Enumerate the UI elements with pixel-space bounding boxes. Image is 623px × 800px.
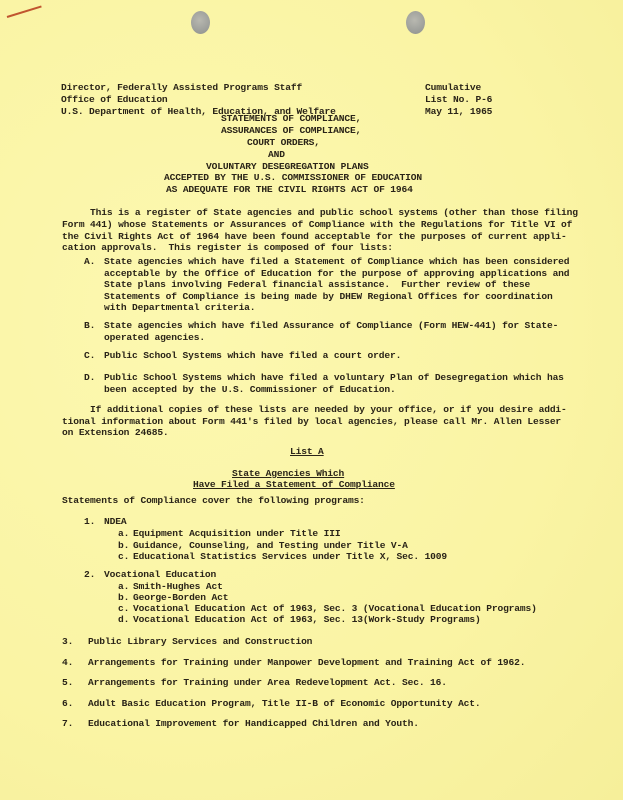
list-line: acceptable by the Office of Education for the purpose of approving applications and [104, 268, 570, 279]
pencil-mark [7, 6, 42, 18]
program-number: 4. [62, 657, 74, 668]
title-line: AND [268, 149, 285, 160]
title-line: AS ADEQUATE FOR THE CIVIL RIGHTS ACT OF 1964 [166, 184, 413, 195]
list-letter: C. [84, 350, 96, 361]
list-line: been accepted by the U.S. Commissioner of Education. [104, 384, 396, 395]
paragraph-line: the Civil Rights Act of 1964 have been found acceptable for the purposes of current appli- [62, 231, 567, 242]
subprogram-label: Equipment Acquisition under Title III [133, 528, 341, 539]
subprogram-letter: b. [118, 540, 130, 551]
program-label: Vocational Education [104, 569, 217, 580]
subprogram-letter: c. [118, 603, 130, 614]
program-number: 3. [62, 636, 74, 647]
subprogram-label: George-Borden Act [133, 592, 229, 603]
list-letter: B. [84, 320, 96, 331]
list-type: Cumulative [425, 82, 482, 93]
title-line: COURT ORDERS, [247, 137, 320, 148]
subprogram-label: Smith-Hughes Act [133, 581, 223, 592]
subprogram-letter: d. [118, 614, 130, 625]
title-line: ACCEPTED BY THE U.S. COMMISSIONER OF EDUCATION [164, 172, 422, 183]
subprogram-label: Educational Statistics Services under Title X, Sec. 1009 [133, 551, 448, 562]
title-line: VOLUNTARY DESEGREGATION PLANS [206, 161, 369, 172]
list-line: Public School Systems which have filed a court order. [104, 350, 402, 361]
program-label: Arrangements for Training under Area Redevelopment Act. Sec. 16. [88, 677, 447, 688]
list-line: State plans involving Federal financial assistance. Further review of these [104, 279, 531, 290]
program-label: Arrangements for Training under Manpower Development and Training Act of 1962. [88, 657, 526, 668]
list-line: State agencies which have filed Assurance of Compliance (Form HEW-441) for State- [104, 320, 559, 331]
paragraph-line: tional information about Form 441's filed by local agencies, please call Mr. Allen Lesser [62, 416, 562, 427]
office-line: Office of Education [61, 94, 168, 105]
program-number: 7. [62, 718, 74, 729]
punch-hole-right [406, 11, 425, 34]
list-line: Statements of Compliance is being made by DHEW Regional Offices for coordination [104, 291, 553, 302]
office-line: U.S. Department of Health, Education, and Welfare [61, 106, 336, 117]
title-line: STATEMENTS OF COMPLIANCE, [221, 113, 362, 124]
program-label: Adult Basic Education Program, Title II-B of Economic Opportunity Act. [88, 698, 481, 709]
program-number: 2. [84, 569, 96, 580]
paragraph-line: This is a register of State agencies and public school systems (other than those filing [62, 207, 578, 218]
program-label: Educational Improvement for Handicapped Children and Youth. [88, 718, 419, 729]
list-date: May 11, 1965 [425, 106, 493, 117]
program-label: Public Library Services and Construction [88, 636, 313, 647]
paragraph-line: If additional copies of these lists are needed by your office, or if you desire addi- [62, 404, 567, 415]
punch-hole-left [191, 11, 210, 34]
list-line: Public School Systems which have filed a voluntary Plan of Desegregation which has [104, 372, 564, 383]
list-a-subheading: Have Filed a Statement of Compliance [193, 479, 395, 490]
subprogram-letter: a. [118, 528, 130, 539]
paragraph-line: Form 441) whose Statements or Assurances of Compliance with the Regulations for Title VI of [62, 219, 573, 230]
program-number: 6. [62, 698, 74, 709]
list-a-intro: Statements of Compliance cover the following programs: [62, 495, 365, 506]
list-a-heading: List A [290, 446, 324, 457]
list-letter: D. [84, 372, 96, 383]
subprogram-letter: a. [118, 581, 130, 592]
list-a-subheading: State Agencies Which [232, 468, 345, 479]
paragraph-line: on Extension 24685. [62, 427, 169, 438]
list-line: operated agencies. [104, 332, 205, 343]
list-line: State agencies which have filed a Statement of Compliance which has been considered [104, 256, 570, 267]
office-line: Director, Federally Assisted Programs Staff [61, 82, 303, 93]
program-number: 1. [84, 516, 96, 527]
subprogram-label: Vocational Education Act of 1963, Sec. 3 (Vocational Education Programs) [133, 603, 537, 614]
title-line: ASSURANCES OF COMPLIANCE, [221, 125, 362, 136]
list-line: with Departmental criteria. [104, 302, 256, 313]
program-label: NDEA [104, 516, 127, 527]
subprogram-letter: b. [118, 592, 130, 603]
subprogram-label: Guidance, Counseling, and Testing under Title V-A [133, 540, 408, 551]
subprogram-label: Vocational Education Act of 1963, Sec. 13(Work-Study Programs) [133, 614, 481, 625]
subprogram-letter: c. [118, 551, 130, 562]
list-letter: A. [84, 256, 96, 267]
list-number: List No. P-6 [425, 94, 493, 105]
program-number: 5. [62, 677, 74, 688]
paragraph-line: cation approvals. This register is composed of four lists: [62, 242, 393, 253]
